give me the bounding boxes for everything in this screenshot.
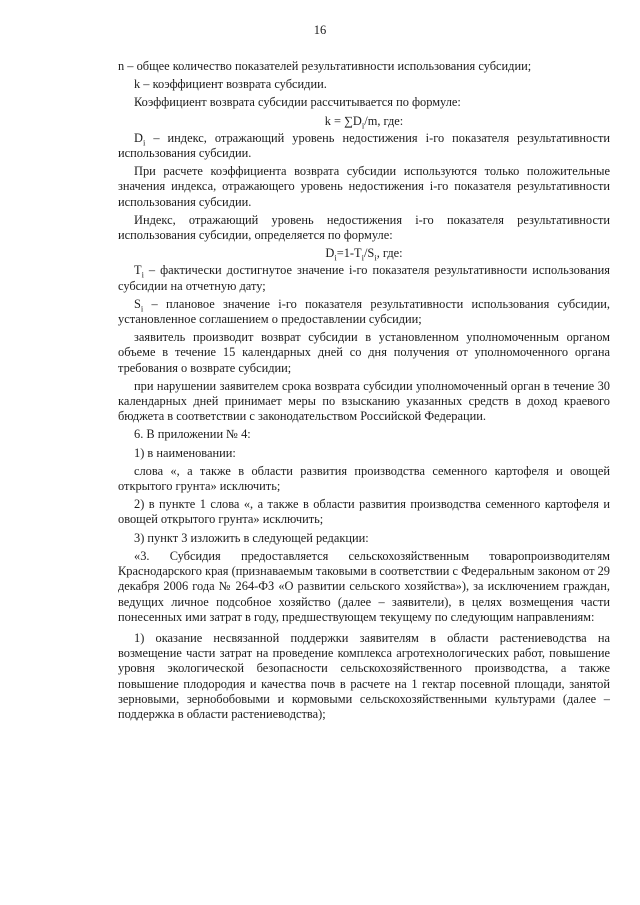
formula-d-a-subscript: i: [334, 252, 337, 263]
formula-d-c-subscript: i: [374, 252, 377, 263]
formula-d-mid2: /S: [363, 246, 375, 261]
paragraph-clause-3: «3. Субсидия предоставляется сельскохозяйственным товаропроизводителям Краснодарского края (признаваемым таковыми в соответствии с Федеральным законом от 29 декабря 2006 года № 264-ФЗ «О развитии сельского хозяйства»), за исключением граждан, ведущих личное подсобное хозяйство (далее – заявители), в целях возмещения части понесенных ими затрат в году, предшествующем текущему по следующим направлениям:: [118, 548, 610, 624]
d-subscript: i: [142, 137, 146, 148]
s-symbol: S: [134, 296, 141, 311]
paragraph-item-2: 2) в пункте 1 слова «, а также в области развития производства семенного картофеля и овощей открытого грунта» исключить;: [118, 497, 610, 527]
formula-d-a: D: [325, 246, 335, 261]
paragraph-appendix-4: 6. В приложении № 4:: [134, 427, 251, 442]
paragraph-item-1-words: слова «, а также в области развития производства семенного картофеля и овощей открытого грунта» исключить;: [118, 463, 610, 494]
paragraph-n-definition: n – общее количество показателей результативности использования субсидии;: [118, 59, 532, 73]
formula-d-b-subscript: i: [361, 252, 364, 263]
paragraph-t-definition: [118, 263, 610, 293]
t-definition-text: – фактически достигнутое значение i-го показателя результативности использования субсидии на отчетную дату;: [118, 263, 610, 293]
document-body: [118, 59, 610, 725]
paragraph-s-definition: [118, 297, 610, 327]
d-symbol: D: [134, 130, 143, 145]
paragraph-item-3: 3) пункт 3 изложить в следующей редакции:: [134, 530, 369, 545]
formula-d: [118, 246, 610, 261]
paragraph-refund-deadline: заявитель производит возврат субсидии в установленном уполномоченным органом объеме в течение 15 календарных дней со дня получения от уполномоченного органа требования о возврате субсидии;: [118, 330, 610, 375]
paragraph-item-1: 1) в наименовании:: [134, 445, 236, 460]
paragraph-refund-violation: при нарушении заявителем срока возврата субсидии уполномоченный орган в течение 30 календарных дней принимает меры по взысканию указанных средств в доход краевого бюджета в соответствии с законодательством Российской Федерации.: [118, 378, 610, 424]
s-subscript: i: [140, 303, 144, 314]
formula-d-mid1: =1-T: [336, 246, 362, 261]
paragraph-d-formula-intro: Индекс, отражающий уровень недостижения i-го показателя результативности использования субсидии, определяется по формуле:: [118, 212, 610, 243]
paragraph-positive-values: При расчете коэффициента возврата субсидии используются только положительные значения индекса, отражающего уровень недостижения i-го показателя результативности использования субсидии.: [118, 164, 610, 209]
formula-k-subscript: i: [361, 120, 365, 131]
t-symbol: T: [134, 263, 142, 278]
d-definition-text: – индекс, отражающий уровень недостижения i-го показателя результативности использования субсидии.: [118, 130, 610, 161]
paragraph-k-definition: k – коэффициент возврата субсидии.: [134, 77, 327, 92]
paragraph-clause-3-item-1: 1) оказание несвязанной поддержки заявителям в области растениеводства на возмещение части затрат на проведение комплекса агротехнологических работ, повышение уровня экологической безопасности сельскохозяйственного производства, а также повышение плодородия и качества почв в расчете на 1 гектар посевной площади, занятой зерновыми, зернобобовыми и кормовыми сельскохозяйственными культурами (далее – поддержка в области растениеводства);: [118, 630, 610, 721]
formula-d-post: , где:: [376, 246, 403, 261]
s-definition-text: – плановое значение i-го показателя результативности использования субсидии, установленное соглашением о предоставлении субсидии;: [118, 296, 610, 327]
paragraph-d-definition: [118, 131, 610, 161]
formula-k-pre: k = ∑D: [324, 113, 362, 128]
t-subscript: i: [141, 269, 144, 280]
page-number: 16: [313, 23, 327, 37]
formula-k-post: /m, где:: [364, 113, 404, 128]
paragraph-k-formula-intro: Коэффициент возврата субсидии рассчитывается по формуле:: [134, 95, 461, 110]
formula-k: [118, 114, 610, 129]
